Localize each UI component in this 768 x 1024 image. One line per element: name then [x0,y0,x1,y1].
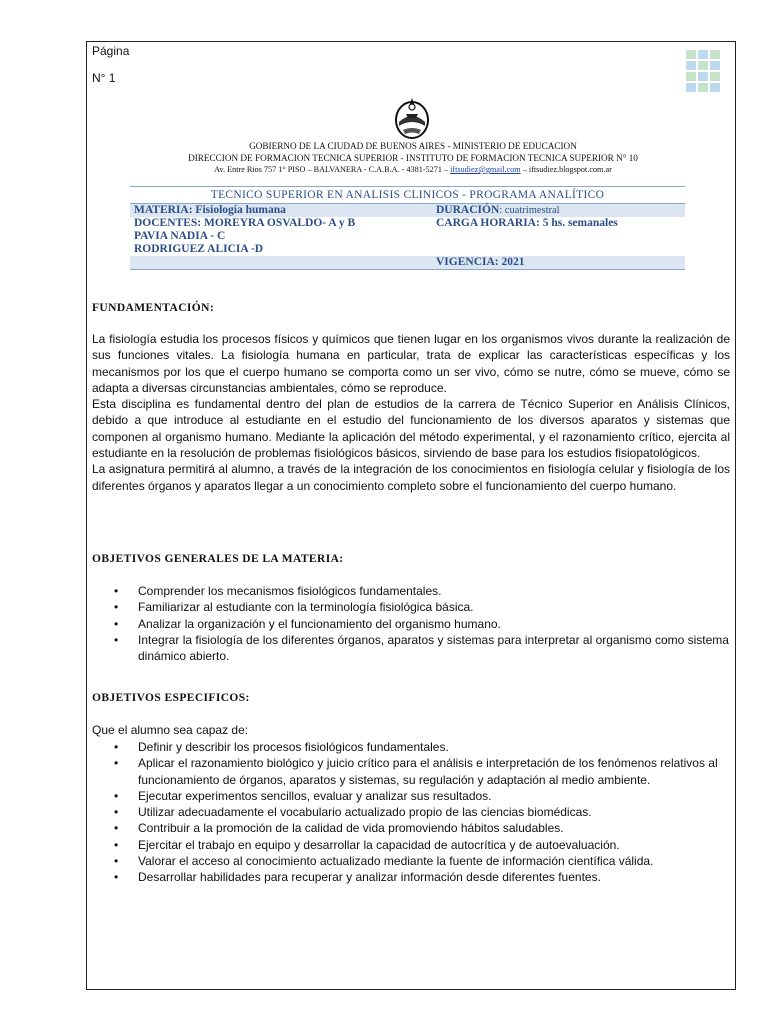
objetivos-especificos-intro: Que el alumno sea capaz de: [92,723,249,737]
institution-header [120,140,706,176]
program-row-materia [130,204,685,217]
fundamentacion-paragraph: Esta disciplina es fundamental dentro del plan de estudios de la carrera de Técnico Superior en Análisis Clínicos, debido a que introduce al estudiante en el estudio del funcionamiento de los diversos aparatos y sistemas que componen al organismo humano. Mediante la aplicación del método experimental, y el razonamiento crítico, ejercita al estudiante en la resolución de problemas fisiológicos básicos, sirviendo de base para los estudios fisiopatológicos. [92,397,730,461]
email-link[interactable]: iftsudiez@gmail.com [450,165,521,174]
list-item: • Ejercitar el trabajo en equipo y desarrollar la capacidad de autocrítica y de autoevaluación. [114,837,734,853]
program-title: TECNICO SUPERIOR EN ANALISIS CLINICOS - PROGRAMA ANALÍTICO [130,186,685,204]
list-item: • Utilizar adecuadamente el vocabulario actualizado propio de las ciencias biomédicas. [114,804,734,820]
list-item: • Analizar la organización y el funcionamiento del organismo humano. [114,616,734,632]
fundamentacion-title: FUNDAMENTACIÓN: [92,302,215,314]
list-item: • Familiarizar al estudiante con la terminología fisiológica básica. [114,599,734,615]
program-table [130,186,685,270]
address-suffix: – iftsudiez.blogspot.com.ar [520,165,612,174]
address-prefix: Av. Entre Rios 757 1° PISO – BALVANERA - C.A.B.A. - 4381-5271 – [214,165,451,174]
objetivos-generales-list [114,583,734,664]
fundamentacion-paragraph: La fisiología estudia los procesos físicos y químicos que tienen lugar en los organismos vivos durante la realización de sus funciones vitales. La fisiología humana en particular, trata de explicar las características específicas y los mecanismos por los que el cuerpo humano se comporta como un ser vivo, cómo se nutre, cómo se mueve, cómo se adapta a diversas circunstancias ambientales, cómo se reproduce. [92,332,730,395]
list-item: • Valorar el acceso al conocimiento actualizado mediante la fuente de información científica válida. [114,853,734,869]
list-item: • Aplicar el razonamiento biológico y juicio crítico para el análisis e interpretación de los fenómenos relativos al funcionamiento de órganos, aparatos y sistemas, su regulación y adaptación al medio ambiente. [114,755,734,788]
fundamentacion-text [92,331,730,494]
objetivos-generales-title: OBJETIVOS GENERALES DE LA MATERIA: [92,553,344,565]
list-item: • Desarrollar habilidades para recuperar y analizar información desde diferentes fuentes. [114,869,734,885]
objetivos-especificos-list [114,739,734,886]
header-address [120,164,706,176]
institute-logo-icon [684,48,730,92]
objetivos-especificos-title: OBJETIVOS ESPECIFICOS: [92,692,250,704]
docentes-2: PAVIA NADIA - C [134,230,226,242]
list-item: • Definir y describir los procesos fisiológicos fundamentales. [114,739,734,755]
list-item: • Comprender los mecanismos fisiológicos fundamentales. [114,583,734,599]
docentes-3: RODRIGUEZ ALICIA -D [134,243,264,255]
duracion: DURACIÓN: cuatrimestral [436,204,560,216]
program-row-docentes-3 [130,243,685,256]
program-row-vigencia [130,256,685,270]
page-label: Página [92,44,130,58]
city-coat-of-arms-icon [391,96,433,140]
materia-label: MATERIA: Fisiología humana [134,204,286,216]
list-item: • Contribuir a la promoción de la calidad de vida promoviendo hábitos saludables. [114,820,734,836]
header-line-2: DIRECCION DE FORMACION TECNICA SUPERIOR - INSTITUTO DE FORMACION TECNICA SUPERIOR N° 10 [188,153,638,163]
vigencia: VIGENCIA: 2021 [436,256,525,268]
list-item: • Ejecutar experimentos sencillos, evaluar y analizar sus resultados. [114,788,734,804]
program-row-docentes-2 [130,230,685,243]
list-item: • Integrar la fisiología de los diferentes órganos, aparatos y sistemas para interpretar al organismo como sistema dinámico abierto. [114,632,734,665]
carga-horaria: CARGA HORARIA: 5 hs. semanales [436,217,618,229]
docentes-1: DOCENTES: MOREYRA OSVALDO- A y B [134,217,356,229]
header-line-1: GOBIERNO DE LA CIUDAD DE BUENOS AIRES - MINISTERIO DE EDUCACION [249,141,577,151]
fundamentacion-paragraph: La asignatura permitirá al alumno, a través de la integración de los conocimientos en fisiología celular y fisiología de los diferentes órganos y aparatos llegar a un conocimiento completo sobre el funcionamiento del cuerpo humano. [92,462,730,493]
page-number: N° 1 [92,71,116,85]
program-row-docentes [130,217,685,230]
